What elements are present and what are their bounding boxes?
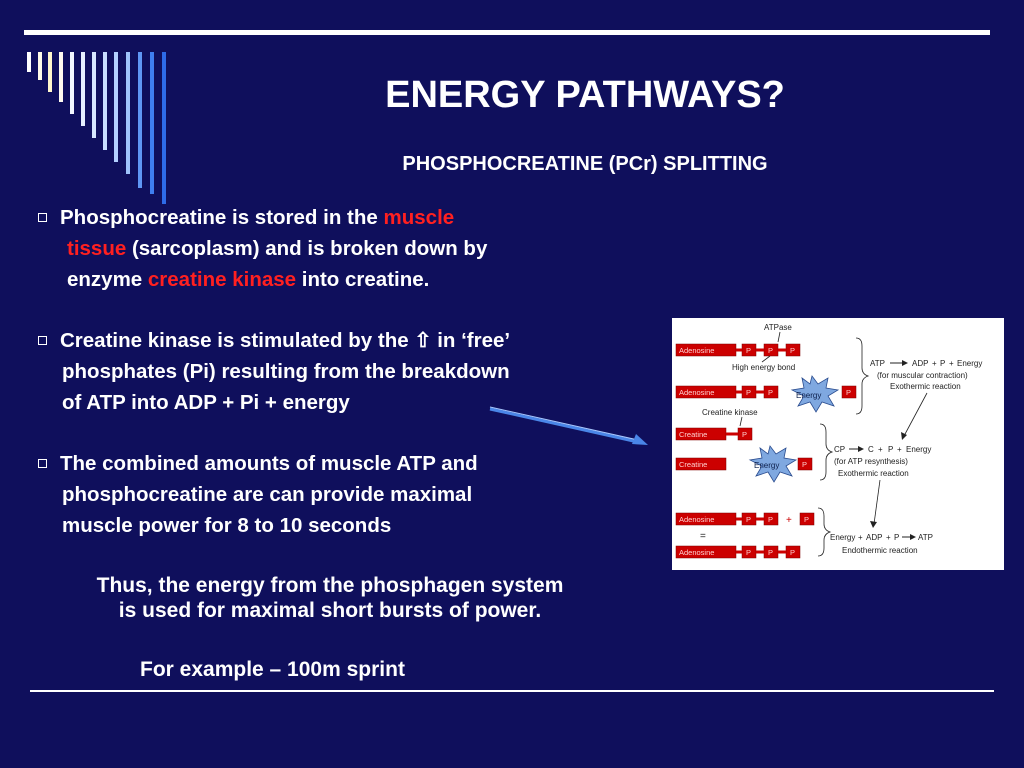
eq3-d: ATP: [918, 533, 933, 542]
deco-bar: [103, 52, 107, 150]
eq2-note1: (for ATP resynthesis): [834, 457, 908, 466]
p-label: P: [746, 548, 752, 557]
adenosine-label: Adenosine: [679, 515, 715, 524]
bullet-line: The combined amounts of muscle ATP and: [60, 452, 478, 475]
summary-line: is used for maximal short bursts of power.: [118, 599, 542, 622]
eq1-c: P: [940, 359, 946, 368]
eq2-note2: Exothermic reaction: [838, 469, 909, 478]
p-label: P: [768, 515, 774, 524]
brace: [856, 338, 868, 414]
bullet-combined-amounts: [38, 448, 478, 541]
deco-bar: [138, 52, 142, 188]
bullet-marker: [38, 336, 47, 345]
pointer-arrow: [480, 396, 655, 452]
eq2-plus: +: [897, 445, 902, 454]
bullet-line: of ATP into ADP + Pi + energy: [62, 391, 350, 414]
deco-bar: [150, 52, 154, 194]
deco-bar: [114, 52, 118, 162]
deco-bar: [70, 52, 74, 114]
eq2-a: CP: [834, 445, 846, 454]
creatine-label: Creatine: [679, 460, 708, 469]
summary-line: Thus, the energy from the phosphagen system: [96, 574, 564, 597]
deco-bar: [92, 52, 96, 138]
eq1-note2: Exothermic reaction: [890, 382, 961, 391]
slide-title: ENERGY PATHWAYS?: [385, 74, 785, 116]
eq3-a: Energy: [830, 533, 856, 542]
p-label: P: [742, 430, 748, 439]
eq3-c: P: [894, 533, 900, 542]
p-label: P: [768, 388, 774, 397]
p-label: P: [802, 460, 808, 469]
bullet-line: tissue (sarcoplasm) and is broken down by: [67, 237, 488, 260]
bottom-rule: [30, 690, 994, 692]
eq2-b: C: [868, 445, 874, 454]
bullet-pcr-storage: [38, 202, 487, 295]
eq1-b: ADP: [912, 359, 929, 368]
decorative-bars: [0, 0, 180, 210]
p-label: P: [768, 346, 774, 355]
atpase-label: ATPase: [764, 323, 792, 332]
bullet-line: phosphocreatine are can provide maximal: [62, 483, 473, 506]
eq1-d: Energy: [957, 359, 983, 368]
eq2-c: P: [888, 445, 894, 454]
bullet-marker: [38, 459, 47, 468]
eq1-plus: +: [932, 359, 937, 368]
plus-sign: +: [786, 515, 792, 526]
creatine-label: Creatine: [679, 430, 708, 439]
eq3-plus: +: [886, 533, 891, 542]
eq3-b: ADP: [866, 533, 883, 542]
creatine-kinase-label: Creatine kinase: [702, 408, 758, 417]
example-text: For example – 100m sprint: [140, 658, 405, 681]
summary-text: [30, 573, 630, 623]
energy-label: Energy: [796, 391, 822, 400]
bullet-line: muscle power for 8 to 10 seconds: [62, 514, 392, 537]
bullet-marker: [38, 213, 47, 222]
energy-label: Energy: [754, 461, 780, 470]
eq1-a: ATP: [870, 359, 885, 368]
bullet-line: Creatine kinase is stimulated by the ⇧ in ‘free’: [60, 329, 511, 352]
eq2-d: Energy: [906, 445, 932, 454]
slide-subtitle: PHOSPHOCREATINE (PCr) SPLITTING: [402, 153, 768, 175]
atp-pcr-diagram: [672, 318, 1004, 570]
adenosine-label: Adenosine: [679, 388, 715, 397]
deco-bar: [48, 52, 52, 92]
deco-bar: [27, 52, 31, 72]
p-label: P: [790, 548, 796, 557]
adenosine-label: Adenosine: [679, 346, 715, 355]
p-label: P: [790, 346, 796, 355]
p-label: P: [746, 388, 752, 397]
p-label: P: [746, 346, 752, 355]
eq3-plus: +: [858, 533, 863, 542]
eq1-note1: (for muscular contraction): [877, 371, 968, 380]
p-label: P: [846, 388, 852, 397]
brace: [818, 508, 830, 556]
deco-bar: [81, 52, 85, 126]
eq3-note1: Endothermic reaction: [842, 546, 918, 555]
p-label: P: [804, 515, 810, 524]
p-label: P: [746, 515, 752, 524]
high-energy-bond-label: High energy bond: [732, 363, 796, 372]
equals-sign: =: [700, 531, 706, 542]
deco-bar: [38, 52, 42, 80]
adenosine-label: Adenosine: [679, 548, 715, 557]
brace: [820, 424, 832, 480]
bullet-line: enzyme creatine kinase into creatine.: [67, 268, 430, 291]
bullet-line: Phosphocreatine is stored in the muscle: [60, 206, 455, 229]
deco-bar: [126, 52, 130, 174]
eq1-plus: +: [949, 359, 954, 368]
deco-bar: [59, 52, 63, 102]
bullet-creatine-kinase: [38, 325, 510, 418]
p-label: P: [768, 548, 774, 557]
bullet-line: phosphates (Pi) resulting from the breakdown: [62, 360, 510, 383]
eq2-plus: +: [878, 445, 883, 454]
deco-bar: [162, 52, 166, 204]
